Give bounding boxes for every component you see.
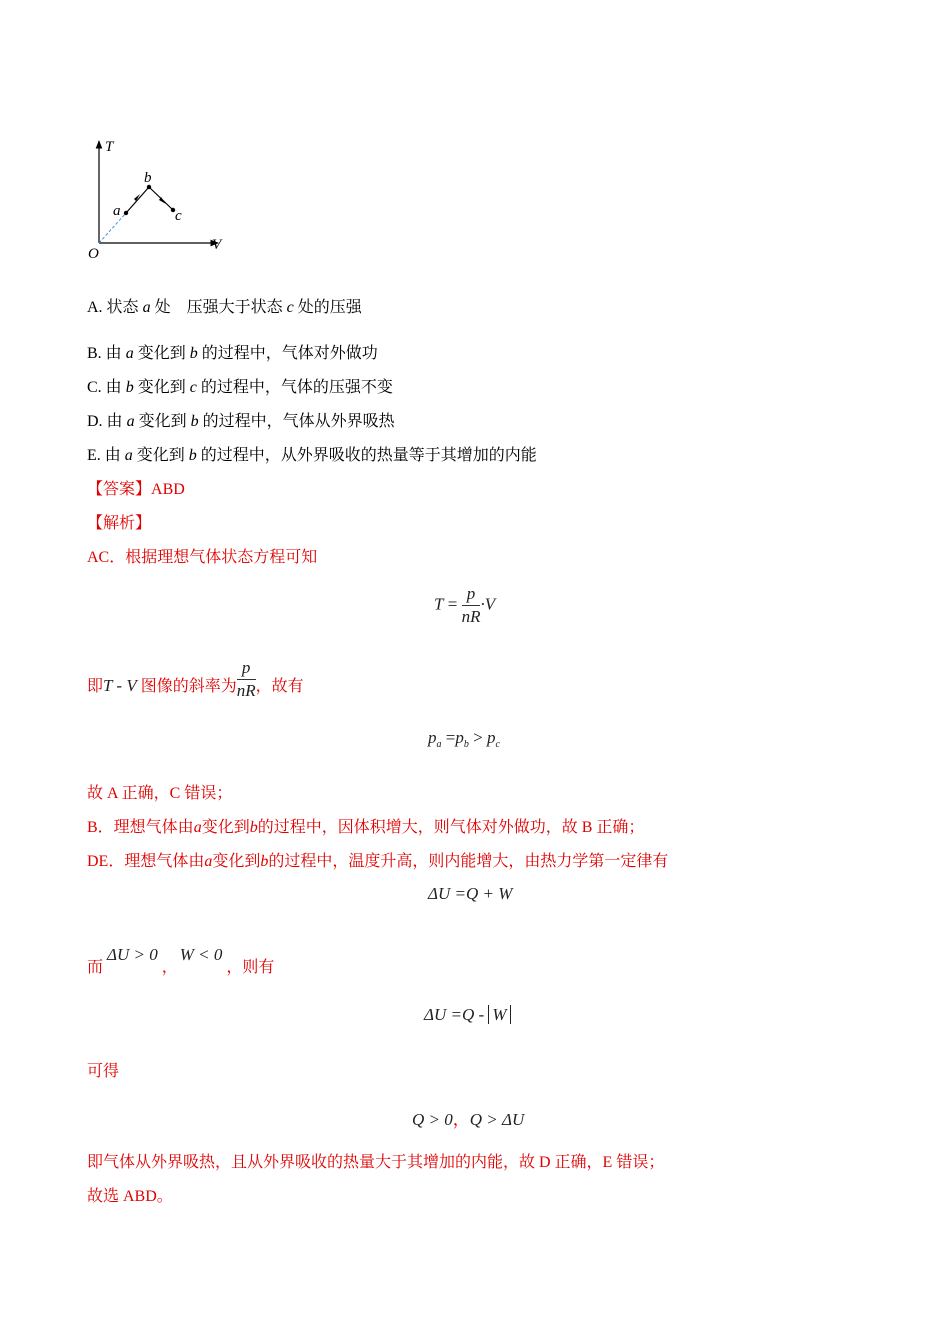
answer-line: 【答案】ABD: [87, 481, 185, 498]
option-c: C. 由 b 变化到 c 的过程中，气体的压强不变: [87, 379, 393, 396]
ac-conclusion: 故 A 正确，C 错误；: [87, 785, 233, 802]
label-c: c: [175, 208, 182, 224]
equation-state: T = $\frac{p}{nR}$ ·V: [434, 584, 496, 626]
analysis-label: 【解析】: [87, 515, 152, 532]
tv-diagram: [82, 135, 232, 265]
label-t: T: [105, 139, 114, 155]
equation-first-law: ΔU =Q + W: [428, 884, 513, 903]
equation-pressures: $p_a =p_b > p_c$: [428, 728, 500, 750]
label-o: O: [88, 246, 99, 262]
label-b: b: [144, 170, 152, 186]
option-b: B. 由 a 变化到 b 的过程中，气体对外做功: [87, 345, 378, 362]
segment-ab: [126, 187, 149, 213]
label-a: a: [113, 203, 121, 219]
option-a: A. 状态 a 处 压强大于状态 c 处的压强: [87, 299, 362, 316]
point-a: [124, 211, 128, 215]
conditions-line: 而ΔU > 0，W < 0，则有: [87, 945, 275, 976]
slope-line: 即T - V 图像的斜率为 $\frac{p}{nR}$ ，故有: [87, 658, 304, 700]
option-e: E. 由 a 变化到 b 的过程中，从外界吸收的热量等于其增加的内能: [87, 447, 537, 464]
final-conclusion: 即气体从外界吸热，且从外界吸收的热量大于其增加的内能，故 D 正确，E 错误；: [87, 1154, 665, 1171]
equation-abs: ΔU =Q - W: [424, 1005, 511, 1025]
final-choice: 故选 ABD。: [87, 1188, 173, 1205]
ac-intro: AC．根据理想气体状态方程可知: [87, 549, 318, 566]
de-explanation: DE．理想气体由a变化到b的过程中，温度升高，则内能增大，由热力学第一定律有: [87, 853, 669, 870]
equation-result: Q > 0，Q > ΔU: [412, 1110, 525, 1129]
label-v: V: [212, 237, 222, 253]
b-explanation: B．理想气体由a变化到b的过程中，因体积增大，则气体对外做功，故 B 正确；: [87, 819, 645, 836]
option-d: D. 由 a 变化到 b 的过程中，气体从外界吸热: [87, 413, 395, 430]
hence-line: 可得: [87, 1063, 120, 1080]
